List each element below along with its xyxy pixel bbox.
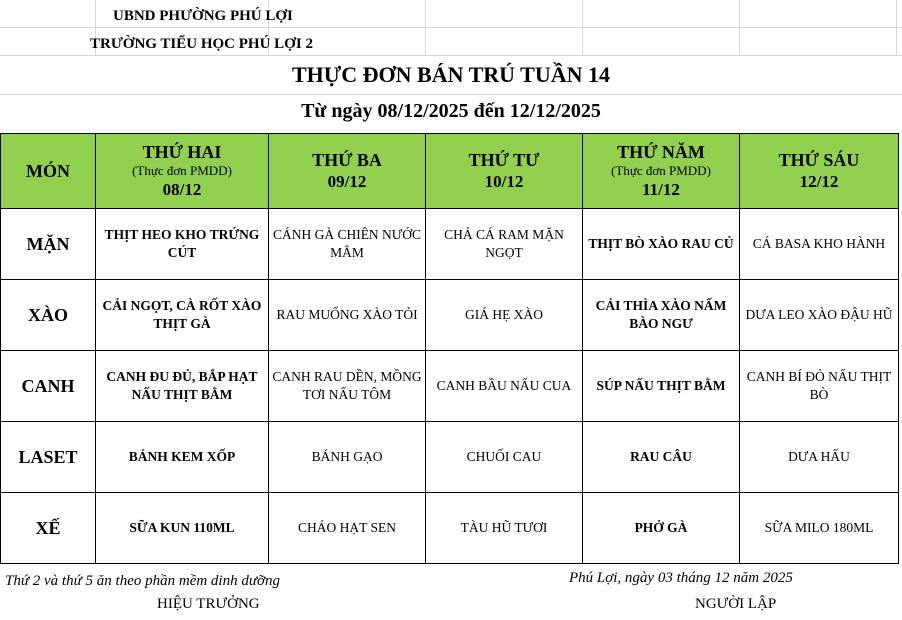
day-header-row — [1, 134, 899, 209]
table-row — [1, 493, 899, 564]
dish-cell: CÁ BASA KHO HÀNH — [740, 209, 899, 280]
day-name: THỨ BA — [312, 150, 382, 170]
row-label: CANH — [1, 351, 96, 422]
table-row — [1, 351, 899, 422]
dish-cell: CẢI NGỌT, CÀ RỐT XÀO THỊT GÀ — [96, 280, 269, 351]
dish-cell: THỊT BÒ XÀO RAU CỦ — [583, 209, 740, 280]
dish-cell: RAU CÂU — [583, 422, 740, 493]
day-name: THỨ SÁU — [778, 150, 860, 170]
dish-cell: CANH BẦU NẤU CUA — [426, 351, 583, 422]
row-label: XẾ — [1, 493, 96, 564]
day-date: 08/12 — [162, 180, 202, 199]
principal-signature-label: HIỆU TRƯỞNG — [157, 596, 260, 612]
dish-cell: THỊT HEO KHO TRỨNG CÚT — [96, 209, 269, 280]
dish-cell: CÁNH GÀ CHIÊN NƯỚC MẮM — [269, 209, 426, 280]
dish-cell: CHÁO HẠT SEN — [269, 493, 426, 564]
day-date: 10/12 — [484, 172, 524, 191]
day-header — [426, 134, 583, 209]
dish-cell: SỮA MILO 180ML — [740, 493, 899, 564]
day-header — [96, 134, 269, 209]
dish-cell: PHỞ GÀ — [583, 493, 740, 564]
table-row — [1, 280, 899, 351]
menu-note: Thứ 2 và thứ 5 ăn theo phần mềm dinh dưỡng — [5, 573, 281, 589]
corner-header: MÓN — [1, 134, 96, 209]
dish-cell: BÁNH KEM XỐP — [96, 422, 269, 493]
day-header — [740, 134, 899, 209]
row-label: LASET — [1, 422, 96, 493]
dish-cell: CANH RAU DỀN, MỒNG TƠI NẤU TÔM — [269, 351, 426, 422]
date-range: Từ ngày 08/12/2025 đến 12/12/2025 — [301, 100, 601, 122]
table-row — [1, 209, 899, 280]
dish-cell: CANH BÍ ĐỎ NẤU THỊT BÒ — [740, 351, 899, 422]
day-name: THỨ HAI — [142, 142, 222, 162]
maker-signature-label: NGƯỜI LẬP — [695, 596, 777, 612]
day-date: 12/12 — [799, 172, 839, 191]
dish-cell: SỮA KUN 110ML — [96, 493, 269, 564]
dish-cell: SÚP NẤU THỊT BẰM — [583, 351, 740, 422]
menu-table — [0, 133, 899, 564]
day-date: 11/12 — [642, 180, 680, 199]
dish-cell: GIÁ HẸ XÀO — [426, 280, 583, 351]
day-name: THỨ NĂM — [617, 142, 705, 162]
day-name: THỨ TƯ — [468, 150, 540, 170]
day-note: (Thực đơn PMDD) — [132, 163, 232, 178]
row-label: MẶN — [1, 209, 96, 280]
day-header — [269, 134, 426, 209]
dish-cell: CẢI THÌA XÀO NẤM BÀO NGƯ — [583, 280, 740, 351]
dish-cell: BÁNH GẠO — [269, 422, 426, 493]
dish-cell: DƯA LEO XÀO ĐẬU HŨ — [740, 280, 899, 351]
dish-cell: CANH ĐU ĐỦ, BẮP HẠT NẤU THỊT BẰM — [96, 351, 269, 422]
page-title: THỰC ĐƠN BÁN TRÚ TUẦN 14 — [291, 62, 610, 87]
school-name: TRƯỜNG TIỂU HỌC PHÚ LỢI 2 — [90, 36, 313, 52]
row-label: XÀO — [1, 280, 96, 351]
day-note: (Thực đơn PMDD) — [611, 163, 711, 178]
dish-cell: RAU MUỐNG XÀO TỎI — [269, 280, 426, 351]
day-date: 09/12 — [327, 172, 367, 191]
place-date: Phú Lợi, ngày 03 tháng 12 năm 2025 — [569, 570, 793, 586]
dish-cell: CHẢ CÁ RAM MẶN NGỌT — [426, 209, 583, 280]
dish-cell: DƯA HẤU — [740, 422, 899, 493]
agency-name: UBND PHƯỜNG PHÚ LỢI — [113, 8, 293, 24]
day-header — [583, 134, 740, 209]
table-row — [1, 422, 899, 493]
dish-cell: CHUỐI CAU — [426, 422, 583, 493]
dish-cell: TÀU HŨ TƯƠI — [426, 493, 583, 564]
